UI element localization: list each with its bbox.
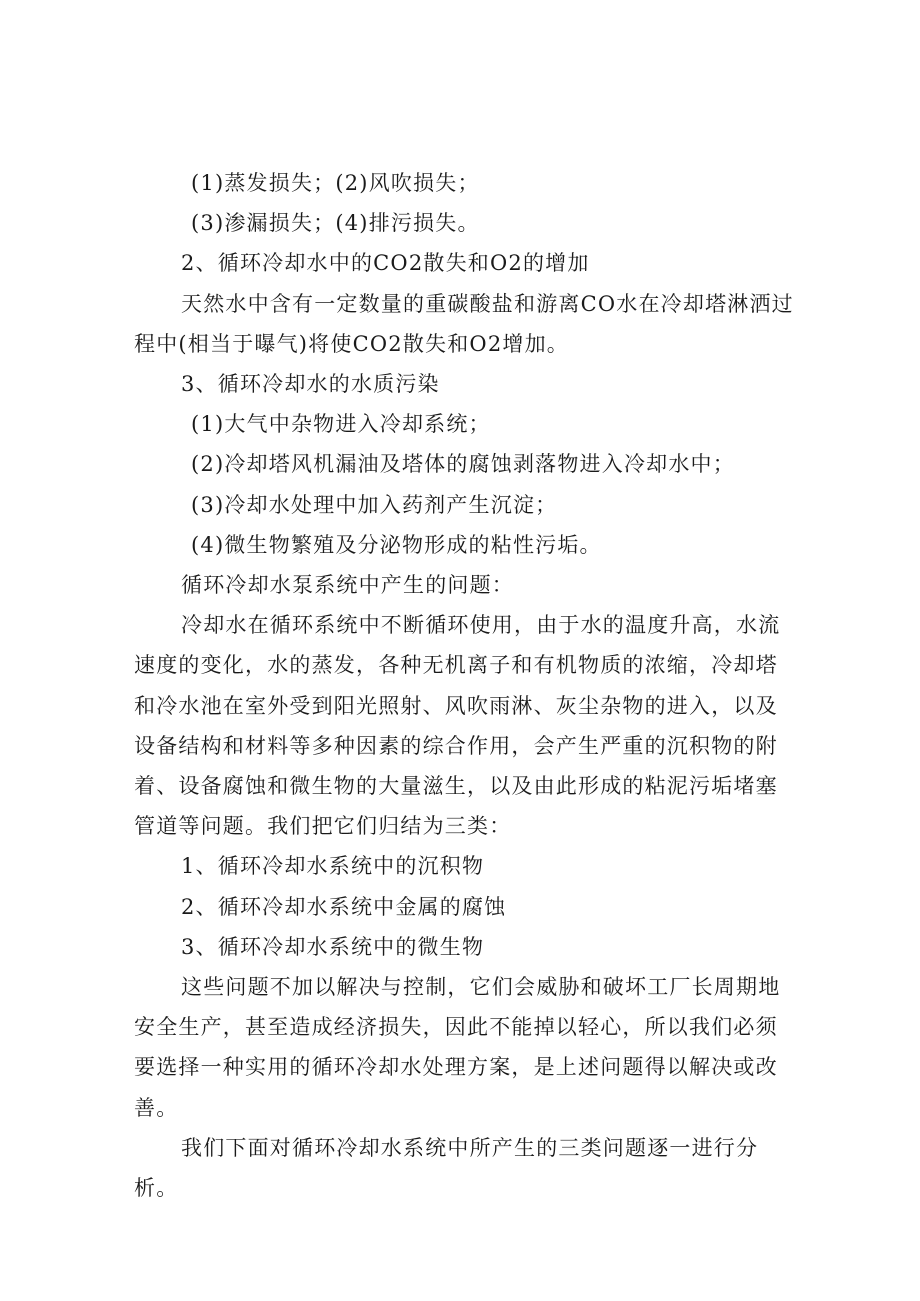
paragraph-control-need: 这些问题不加以解决与控制，它们会威胁和破坏工厂长周期地安全生产，甚至造成经济损失，因此不能掉以轻心，所以我们必须要选择一种实用的循环冷却水处理方案，是上述问题得以解决或改善。 bbox=[134, 975, 781, 1120]
list-item-pollution-4: (4)微生物繁殖及分泌物形成的粘性污垢。 bbox=[191, 532, 602, 557]
list-item-pollution-1: (1)大气中杂物进入冷却系统； bbox=[191, 412, 491, 437]
paragraph-system-problems: 冷却水在循环系统中不断循环使用，由于水的温度升高，水流速度的变化，水的蒸发，各种无机离子和有机物质的浓缩，冷却塔和冷水池在室外受到阳光照射、风吹雨淋、灰尘杂物的进入，以及设备结构和材料等多种因素的综合作用，会产生严重的沉积物的附着、设备腐蚀和微生物的大量滋生，以及由此形成的粘泥污垢堵塞管道等问题。我们把它们归结为三类： bbox=[134, 613, 781, 839]
paragraph-analysis-intro: 我们下面对循环冷却水系统中所产生的三类问题逐一进行分析。 bbox=[134, 1135, 759, 1201]
list-item-problem-3: 3、循环冷却水系统中的微生物 bbox=[181, 934, 485, 959]
paragraph-co2-explanation: 天然水中含有一定数量的重碳酸盐和游离CO水在冷却塔淋洒过程中(相当于曝气)将使CO2散失和O2增加。 bbox=[134, 291, 794, 356]
paragraph-loss-types-1: (1)蒸发损失；(2)风吹损失； bbox=[191, 171, 480, 195]
document-body bbox=[134, 163, 794, 1208]
list-item-problem-2: 2、循环冷却水系统中金属的腐蚀 bbox=[181, 894, 507, 919]
section-heading-system-problems: 循环冷却水泵系统中产生的问题： bbox=[181, 573, 514, 598]
section-heading-co2-o2: 2、循环冷却水中的CO2散失和O2的增加 bbox=[181, 251, 590, 276]
section-heading-water-pollution: 3、循环冷却水的水质污染 bbox=[181, 372, 440, 397]
list-item-problem-1: 1、循环冷却水系统中的沉积物 bbox=[181, 854, 485, 879]
list-item-pollution-2: (2)冷却塔风机漏油及塔体的腐蚀剥落物进入冷却水中； bbox=[191, 452, 735, 477]
list-item-pollution-3: (3)冷却水处理中加入药剂产生沉淀； bbox=[191, 492, 558, 517]
paragraph-loss-types-2: (3)渗漏损失；(4)排污损失。 bbox=[191, 211, 480, 236]
